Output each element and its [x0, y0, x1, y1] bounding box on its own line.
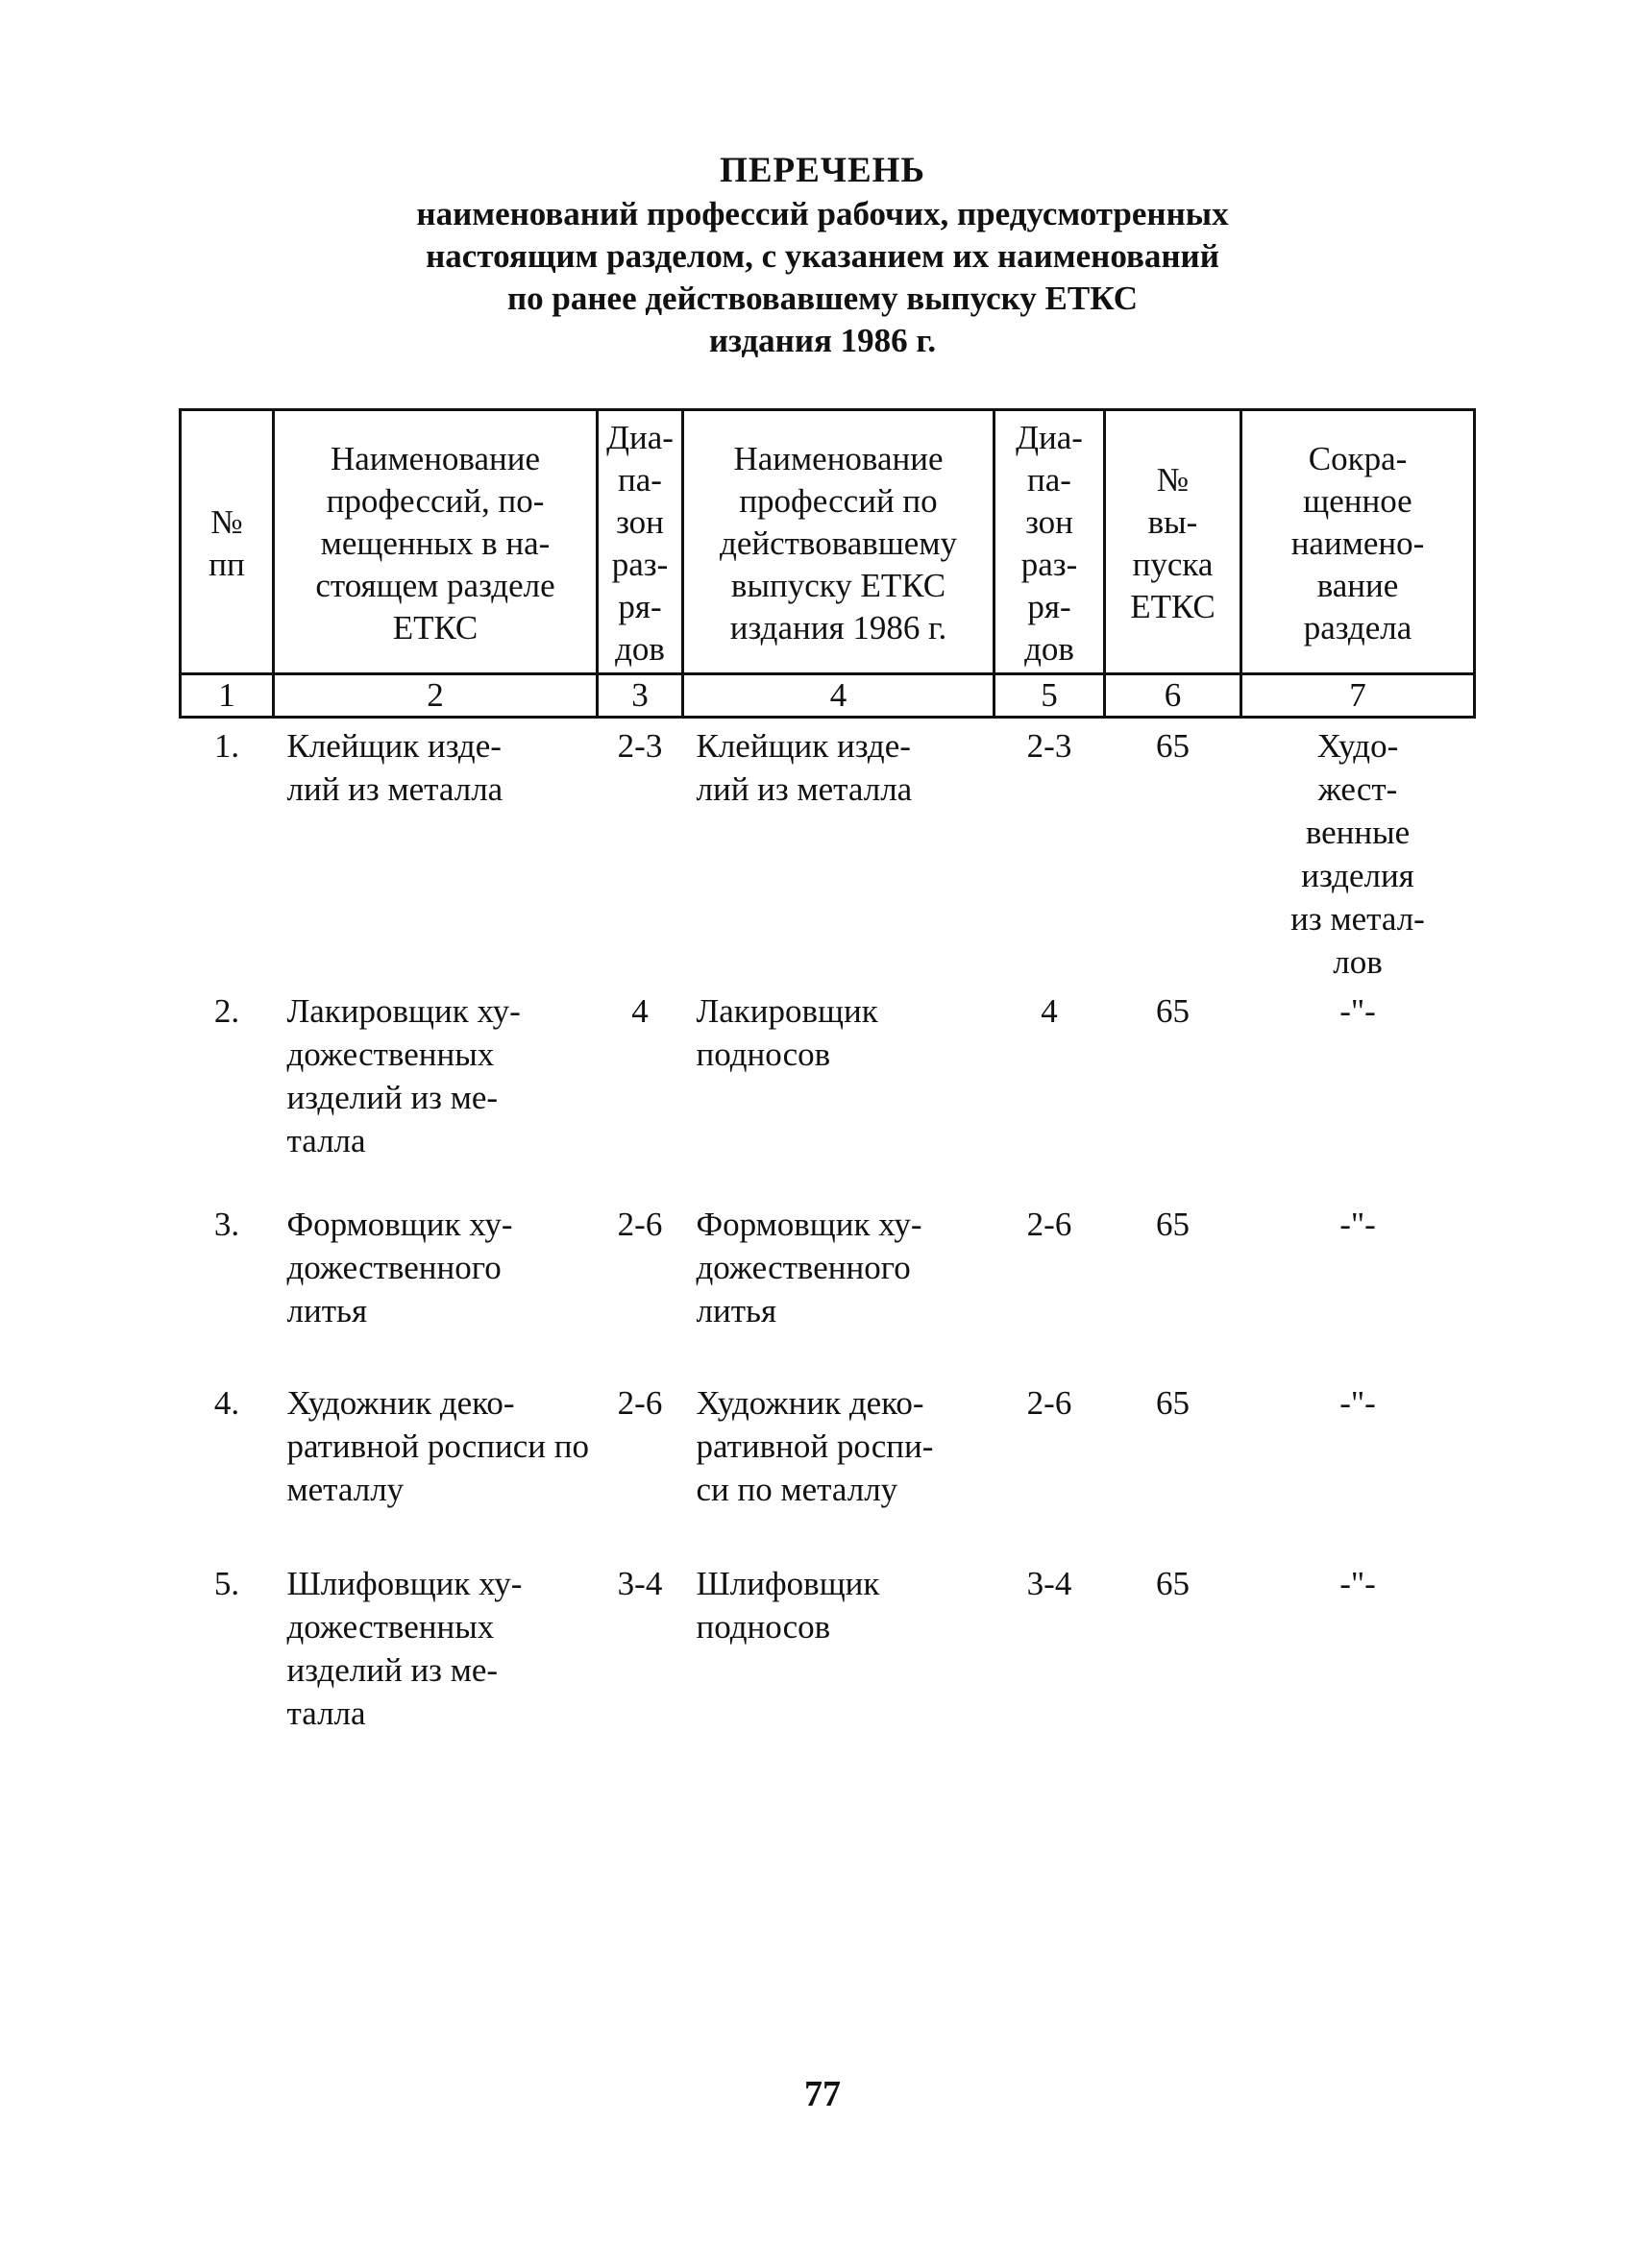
document-heading: ПЕРЕЧЕНЬ: [720, 151, 925, 190]
old-grade-range: 3-4: [1026, 1565, 1072, 1602]
table-row: [181, 718, 1475, 985]
column-number-3: 3: [598, 674, 683, 718]
row-number: 3.: [213, 1206, 240, 1243]
old-profession-name: Формовщик ху- дожественного литья: [696, 1206, 922, 1329]
issue-number: 65: [1156, 727, 1190, 765]
column-number-4: 4: [683, 674, 994, 718]
old-grade-range: 2-6: [1026, 1384, 1072, 1422]
section-short-name: -"-: [1339, 1384, 1376, 1422]
section-short-name: -"-: [1339, 992, 1376, 1030]
section-short-name: Худо- жест- венные изделия из метал- лов: [1290, 727, 1425, 981]
issue-number: 65: [1156, 992, 1190, 1030]
section-short-name: -"-: [1339, 1565, 1376, 1602]
table-header: [181, 410, 1475, 718]
current-profession-name: Формовщик ху- дожественного литья: [286, 1206, 513, 1329]
current-grade-range: 3-4: [617, 1565, 663, 1602]
current-grade-range: 2-3: [617, 727, 663, 765]
header-section: Сокра- щенное наимено- вание раздела: [1241, 410, 1475, 674]
current-profession-name: Шлифовщик ху- дожественных изделий из ме- талла: [286, 1565, 523, 1732]
header-issue: № вы- пуска ЕТКС: [1105, 410, 1241, 674]
column-number-7: 7: [1241, 674, 1475, 718]
current-grade-range: 4: [631, 992, 649, 1030]
old-profession-name: Художник деко- ративной роспи- си по металлу: [696, 1384, 934, 1508]
row-number: 4.: [213, 1384, 240, 1422]
row-number: 1.: [213, 727, 240, 765]
current-profession-name: Лакировщик ху- дожественных изделий из ме- талла: [286, 992, 521, 1159]
title-line-1: наименований профессий рабочих, предусмотренных: [416, 195, 1229, 232]
header-old-range: Диа- па- зон раз- ря- дов: [994, 410, 1105, 674]
old-grade-range: 2-6: [1026, 1206, 1072, 1243]
title-line-3: по ранее действовавшему выпуску ЕТКС: [506, 280, 1138, 317]
table-body: [181, 718, 1475, 1736]
table-row: [181, 1376, 1475, 1556]
table-row: [181, 1197, 1475, 1376]
header-current-range: Диа- па- зон раз- ря- дов: [598, 410, 683, 674]
issue-number: 65: [1156, 1384, 1190, 1422]
current-profession-name: Клейщик изде- лий из металла: [286, 727, 503, 808]
old-profession-name: Шлифовщик подносов: [696, 1565, 880, 1646]
current-grade-range: 2-6: [617, 1206, 663, 1243]
table-row: [181, 1556, 1475, 1735]
issue-number: 65: [1156, 1206, 1190, 1243]
document-title-block: [0, 149, 1645, 362]
column-number-6: 6: [1105, 674, 1241, 718]
column-number-2: 2: [274, 674, 598, 718]
section-short-name: -"-: [1339, 1206, 1376, 1243]
column-number-1: 1: [181, 674, 274, 718]
header-current-name: Наименование профессий, по- мещенных в на- стоящем разделе ЕТКС: [274, 410, 598, 674]
row-number: 5.: [213, 1565, 240, 1602]
title-line-2: настоящим разделом, с указанием их наименований: [426, 237, 1219, 275]
old-grade-range: 2-3: [1026, 727, 1072, 765]
professions-table: [179, 408, 1476, 1735]
header-old-name: Наименование профессий по действовавшему выпуску ЕТКС издания 1986 г.: [683, 410, 994, 674]
table-row: [181, 984, 1475, 1197]
page-number: 77: [804, 2074, 841, 2114]
old-profession-name: Лакировщик подносов: [696, 992, 878, 1073]
header-number: № пп: [181, 410, 274, 674]
old-profession-name: Клейщик изде- лий из металла: [696, 727, 913, 808]
issue-number: 65: [1156, 1565, 1190, 1602]
title-line-4: издания 1986 г.: [708, 322, 937, 359]
column-number-5: 5: [994, 674, 1105, 718]
current-profession-name: Художник деко- ративной росписи по металлу: [286, 1384, 590, 1508]
current-grade-range: 2-6: [617, 1384, 663, 1422]
old-grade-range: 4: [1041, 992, 1058, 1030]
row-number: 2.: [213, 992, 240, 1030]
